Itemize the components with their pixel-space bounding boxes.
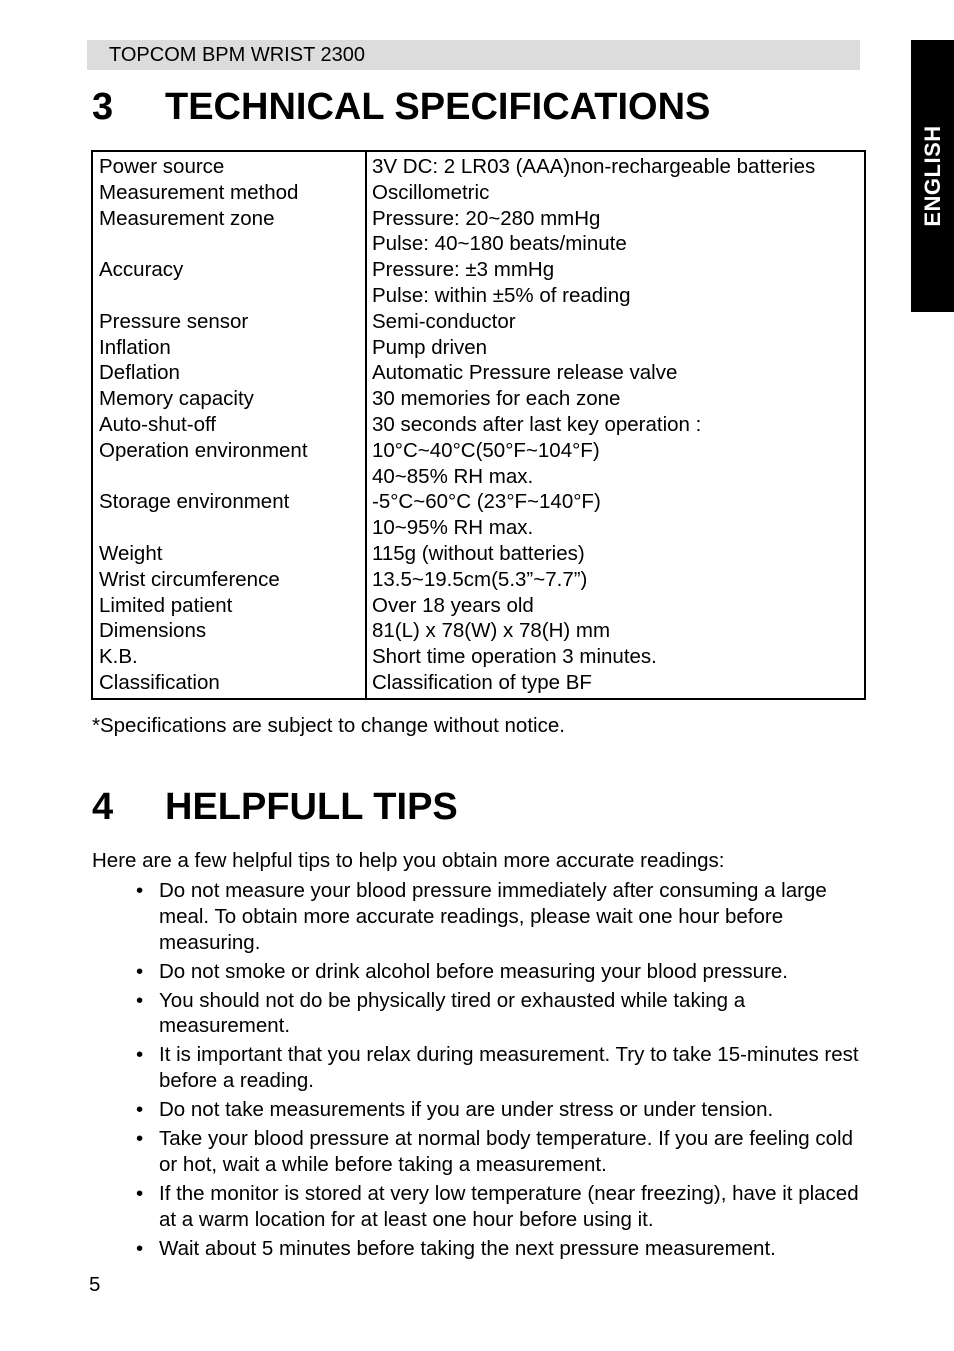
section-3-number: 3 [92, 86, 114, 128]
spec-value: Pulse: 40~180 beats/minute [372, 232, 627, 256]
spec-value: Pressure: ±3 mmHg [372, 258, 555, 282]
language-tab [911, 40, 954, 312]
page-number: 5 [89, 1273, 101, 1296]
spec-label: K.B. [99, 645, 138, 669]
spec-label: Power source [99, 155, 225, 178]
spec-value: -5°C~60°C (23°F~140°F) [372, 490, 601, 514]
spec-value: Pump driven [372, 335, 488, 359]
bullet-icon: • [136, 1236, 144, 1260]
tip-item [136, 988, 866, 1040]
spec-label: Dimensions [99, 619, 207, 643]
spec-value: Over 18 years old [372, 593, 534, 617]
tip-item [136, 1126, 866, 1178]
tip-text: If the monitor is stored at very low temperature (near freezing), have it placed at a warm location for at least one hour before using it. [159, 1181, 859, 1231]
spec-value: 3V DC: 2 LR03 (AAA)non-rechargeable batteries [372, 155, 816, 178]
spec-label: Pressure sensor [99, 309, 249, 333]
spec-value-column [372, 154, 815, 696]
bullet-icon: • [136, 988, 144, 1012]
tip-text: Take your blood pressure at normal body temperature. If you are feeling cold or hot, wait a while before taking a measurement. [159, 1127, 853, 1176]
spec-value: Automatic Pressure release valve [372, 361, 678, 385]
spec-label: Storage environment [99, 490, 290, 514]
spec-label [99, 231, 308, 257]
spec-label [99, 515, 308, 541]
section-3-title: TECHNICAL SPECIFICATIONS [165, 86, 711, 128]
tip-item [136, 959, 866, 985]
bullet-icon: • [136, 959, 144, 983]
bullet-icon: • [136, 1181, 144, 1205]
spec-label: Inflation [99, 335, 171, 359]
spec-label: Weight [99, 541, 163, 565]
specifications-table [91, 150, 866, 700]
spec-value: Classification of type BF [372, 670, 592, 694]
spec-value: Pressure: 20~280 mmHg [372, 206, 601, 230]
spec-value: Pulse: within ±5% of reading [372, 283, 631, 307]
spec-label: Limited patient [99, 593, 233, 617]
spec-label: Measurement zone [99, 206, 275, 230]
section-4-title: HELPFULL TIPS [165, 786, 458, 828]
bullet-icon: • [136, 879, 144, 902]
tip-item [136, 1097, 866, 1123]
spec-label: Deflation [99, 361, 180, 385]
tips-intro: Here are a few helpful tips to help you obtain more accurate readings: [92, 849, 725, 872]
tip-item [136, 1181, 866, 1233]
table-column-divider [365, 152, 367, 698]
spec-value: 40~85% RH max. [372, 464, 534, 488]
spec-label: Operation environment [99, 438, 308, 462]
spec-value: Semi-conductor [372, 309, 516, 333]
tip-item [136, 1236, 866, 1262]
tip-text: Do not take measurements if you are under stress or under tension. [159, 1098, 774, 1122]
spec-value: 30 seconds after last key operation : [372, 412, 702, 436]
running-header [87, 40, 860, 70]
spec-value: Short time operation 3 minutes. [372, 645, 657, 669]
spec-label: Memory capacity [99, 387, 254, 411]
section-4-heading [92, 786, 458, 829]
tip-text: You should not do be physically tired or exhausted while taking a measurement. [159, 988, 746, 1038]
bullet-icon: • [136, 1127, 144, 1151]
language-tab-label: ENGLISH [919, 125, 945, 227]
spec-value: 10°C~40°C(50°F~104°F) [372, 438, 600, 462]
tips-list [136, 878, 866, 1265]
tip-text: Do not measure your blood pressure immediately after consuming a large meal. To obtain more accurate readings, please wait one hour before measuring. [159, 879, 827, 954]
section-4-number: 4 [92, 786, 114, 828]
bullet-icon: • [136, 1043, 144, 1067]
tip-text: Do not smoke or drink alcohol before measuring your blood pressure. [159, 959, 788, 983]
specifications-note: *Specifications are subject to change without notice. [92, 714, 565, 737]
spec-value: Oscillometric [372, 180, 490, 204]
spec-value: 13.5~19.5cm(5.3”~7.7”) [372, 567, 588, 591]
spec-label: Auto-shut-off [99, 412, 216, 436]
spec-value: 10~95% RH max. [372, 516, 534, 540]
tip-text: Wait about 5 minutes before taking the next pressure measurement. [159, 1236, 776, 1260]
spec-label-column [99, 154, 308, 696]
spec-label [99, 464, 308, 490]
spec-label: Wrist circumference [99, 567, 280, 591]
spec-label: Classification [99, 670, 220, 694]
spec-label [99, 283, 308, 309]
tip-text: It is important that you relax during measurement. Try to take 15-minutes rest before a reading. [159, 1043, 859, 1093]
section-3-heading [92, 86, 710, 129]
tip-item [136, 1042, 866, 1094]
spec-value: 30 memories for each zone [372, 387, 621, 411]
bullet-icon: • [136, 1098, 144, 1122]
spec-value: 81(L) x 78(W) x 78(H) mm [372, 619, 611, 643]
spec-label: Measurement method [99, 180, 299, 204]
spec-label: Accuracy [99, 258, 184, 282]
spec-value: 115g (without batteries) [372, 541, 585, 565]
running-header-title: TOPCOM BPM WRIST 2300 [109, 44, 365, 66]
tip-item [136, 878, 866, 955]
